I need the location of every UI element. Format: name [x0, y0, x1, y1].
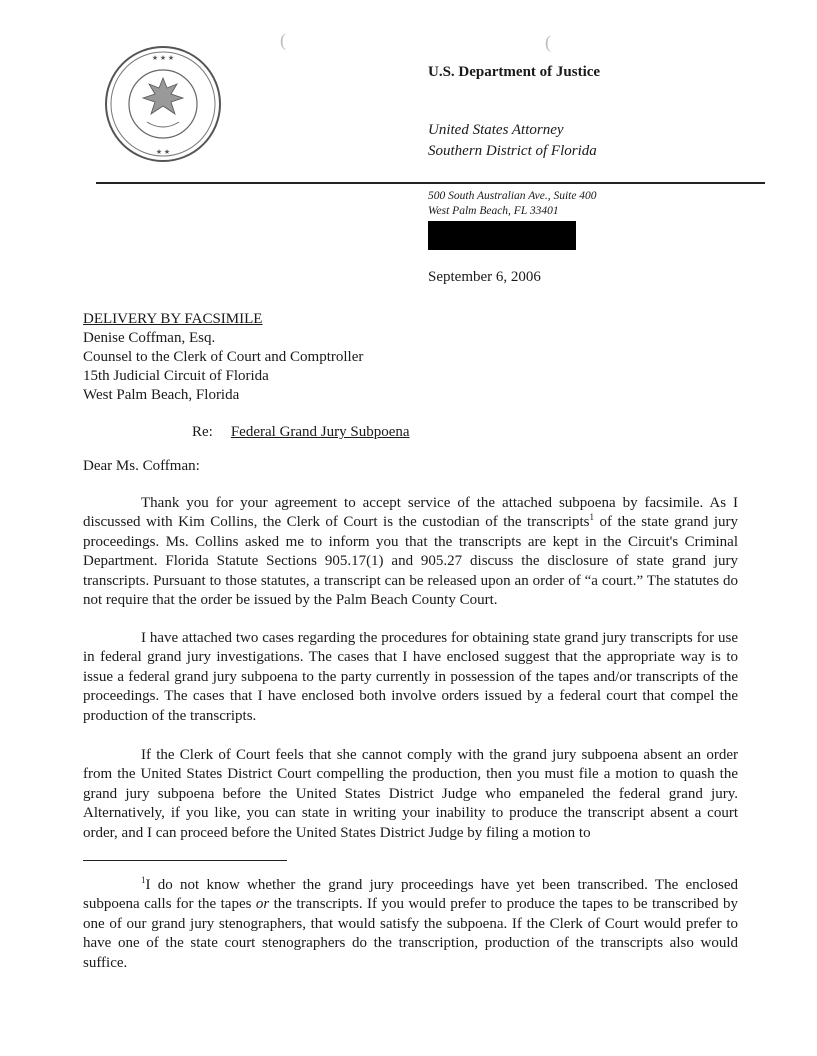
recipient-court: 15th Judicial Circuit of Florida	[83, 368, 269, 384]
body-paragraph-1	[83, 494, 738, 610]
seal-icon	[103, 44, 223, 164]
svg-text:★ ★: ★ ★	[155, 148, 171, 156]
letter-date: September 6, 2006	[428, 269, 541, 285]
p1-text-a: Thank you for your agreement to accept service of the attached subpoena by facsimile. As I discussed with Kim Collins, the Clerk of Court is the custodian of the transcripts	[83, 495, 738, 531]
footnote-divider	[83, 860, 287, 861]
address-line-2: West Palm Beach, FL 33401	[428, 205, 559, 217]
footnote-text-a: I do not know whether the grand jury proceedings have yet been transcribed. The enclosed subpoena calls for the tapes	[83, 877, 738, 913]
recipient-name: Denise Coffman, Esq.	[83, 330, 216, 346]
delivery-method: DELIVERY BY FACSIMILE	[83, 311, 263, 327]
footnote-marker: 1	[141, 875, 146, 885]
recipient-city: West Palm Beach, Florida	[83, 387, 240, 403]
re-subject: Federal Grand Jury Subpoena	[230, 424, 410, 440]
p1-text-b: of the state grand jury proceedings. Ms. Collins asked me to inform you that the transcripts are kept in the Circuit's Criminal Department. Florida Statute Sections 905.17(1) and 905.27 discuss the disclosure of state grand jury transcripts. Pursuant to those statutes, a transcript can be released upon an order of “a court.” The statutes do not require that the order be issued by the Palm Beach County Court.	[83, 514, 739, 609]
footnote-ref: 1	[589, 512, 595, 523]
recipient-block	[83, 310, 363, 405]
salutation: Dear Ms. Coffman:	[83, 458, 200, 474]
agency-name: U.S. Department of Justice	[428, 64, 601, 80]
office-line-1: United States Attorney	[428, 122, 564, 138]
doj-seal	[103, 44, 223, 164]
address-line-1: 500 South Australian Ave., Suite 400	[428, 190, 597, 202]
re-label: Re:	[192, 424, 213, 440]
redaction-bar	[428, 221, 576, 250]
header-divider	[96, 182, 765, 184]
scan-mark: (	[545, 32, 551, 52]
footnote-emphasis: or	[255, 896, 270, 913]
body-paragraph-2: I have attached two cases regarding the procedures for obtaining state grand jury transcripts for use in federal grand jury investigations. The cases that I have enclosed suggest that the appropriate way is to issue a federal grand jury subpoena to the party currently in possession of the tapes and/or transcripts of the proceedings. The cases that I have enclosed both involve orders issued by a federal court that compel the production of the transcripts.	[83, 630, 738, 724]
svg-text:★ ★ ★: ★ ★ ★	[151, 54, 175, 62]
scan-mark: (	[280, 30, 286, 50]
footnote-text-b: the transcripts. If you would prefer to produce the tapes to be transcribed by one of our grand jury stenographers, that would satisfy the subpoena. If the Clerk of Court would prefer to have one of the state court stenographers do the transcription, production of the transcripts also would suffice.	[83, 896, 739, 971]
address-block	[428, 189, 597, 219]
office-block	[428, 120, 597, 162]
recipient-title: Counsel to the Clerk of Court and Comptroller	[83, 349, 364, 365]
footnote	[83, 876, 738, 973]
re-line	[192, 424, 410, 441]
body-paragraph-3: If the Clerk of Court feels that she cannot comply with the grand jury subpoena absent an order from the United States District Court compelling the production, then you must file a motion to quash the grand jury subpoena before the United States District Judge who empaneled the federal grand jury. Alternatively, if you like, you can state in writing your inability to produce the transcript absent a court order, and I can proceed before the United States District Judge by filing a motion to	[83, 747, 738, 841]
office-line-2: Southern District of Florida	[428, 143, 597, 159]
